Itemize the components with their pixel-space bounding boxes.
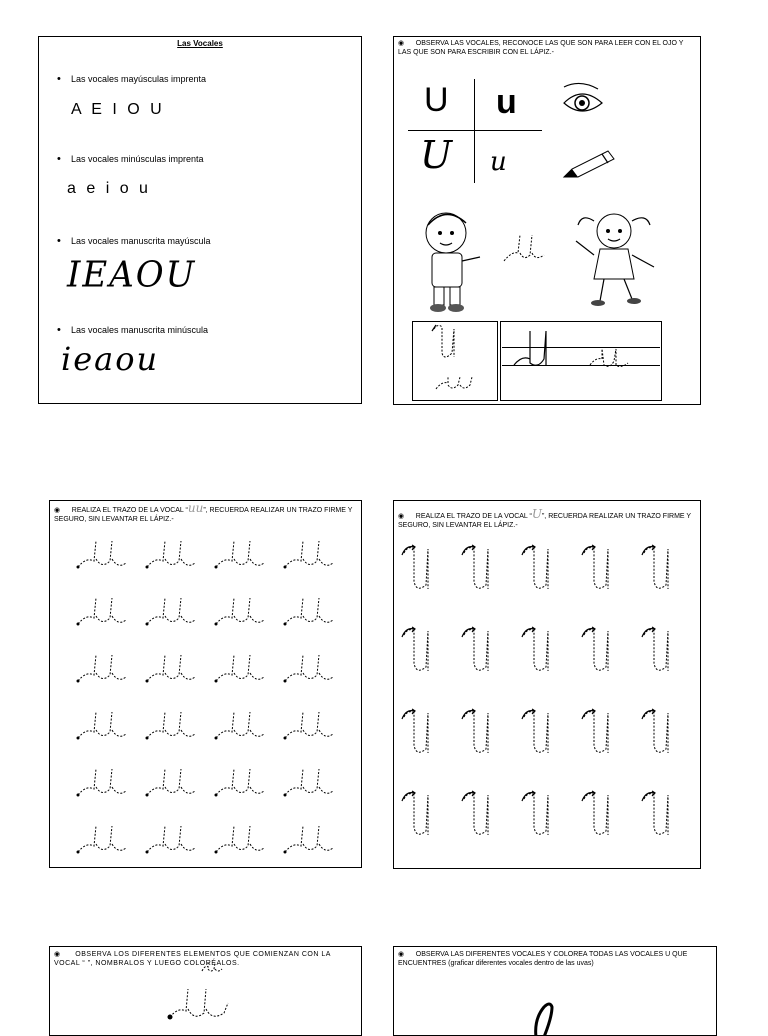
instruction-text: OBSERVA LOS DIFERENTES ELEMENTOS QUE COMIENZAN CON LA VOCAL “ ”, NOMBRALOS Y LUEGO COLORÉALOS. [54,951,331,967]
traced-small-u [146,541,196,569]
traced-small-u [77,769,127,797]
start-dot [284,851,287,854]
bullet-icon: ◉ [54,951,61,958]
stroke-arrow-icon [462,627,475,637]
eye-icon [560,81,606,121]
start-dot [146,737,149,740]
traced-large-u [642,709,668,753]
instruction-text-a: REALIZA EL TRAZO DE LA VOCAL “ [415,513,532,520]
traced-small-u [284,541,334,569]
instruction-text: OBSERVA LAS DIFERENTES VOCALES Y COLOREA TODAS LAS VOCALES U QUE ENCUENTRES (graficar diferentes vocales dentro de las uvas) [398,951,688,967]
traced-small-u [146,769,196,797]
stroke-arrow-icon [642,791,655,801]
start-dot [77,623,80,626]
traced-large-u [642,545,668,589]
traced-large-u [462,545,488,589]
start-dot [77,851,80,854]
stroke-arrow-icon [402,791,415,801]
traced-large-u [582,627,608,671]
small-u-sample [200,961,224,973]
worksheet-page-vowels [38,36,362,404]
traced-small-u [146,826,196,854]
traced-large-u [642,791,668,835]
traced-small-u [284,655,334,683]
instruction-text-b: ”, RECUERDA REALIZAR UN TRAZO FIRME Y SEGURO, SIN LEVANTAR EL LÁPIZ.- [398,513,691,529]
start-dot [77,737,80,740]
traced-large-u [522,627,548,671]
stroke-arrow-icon [582,791,595,801]
stroke-arrow-icon [642,627,655,637]
girl-illustration [574,209,664,309]
stroke-arrow-icon [522,791,535,801]
traced-large-u [402,545,428,589]
start-dot [215,623,218,626]
instruction-text-a: REALIZA EL TRAZO DE LA VOCAL “ [71,507,188,514]
start-dot [215,566,218,569]
start-dot [284,794,287,797]
boy-illustration [416,205,486,315]
traced-small-u [77,712,127,740]
bullet-icon: ◉ [398,513,405,520]
stroke-arrow-icon [402,627,415,637]
tracing-grid-small-u [50,501,362,868]
instruction [398,950,714,968]
stroke-arrow-icon [582,709,595,719]
traced-u-large [164,985,244,1025]
traced-large-u [582,709,608,753]
traced-small-u [77,598,127,626]
traced-small-u [146,598,196,626]
traced-large-u [582,791,608,835]
instruction-text-b: ”, RECUERDA REALIZAR UN TRAZO FIRME Y SEGURO, SIN LEVANTAR EL LÁPIZ.- [54,507,353,523]
traced-large-u [642,627,668,671]
traced-u-lined [510,325,650,369]
traced-large-u [402,627,428,671]
traced-small-u [146,712,196,740]
start-dot [284,680,287,683]
item-label-upper-print: • Las vocales mayúsculas imprenta [71,74,206,84]
traced-small-u [215,712,265,740]
worksheet-page-trace-small [49,500,362,868]
traced-small-u [77,541,127,569]
start-dot [77,794,80,797]
traced-large-u [462,709,488,753]
stroke-arrow-icon [522,627,535,637]
sample-upper-print: A E I O U [71,101,165,118]
stroke-arrow-icon [582,627,595,637]
stroke-arrow-icon [522,545,535,555]
start-dot [215,794,218,797]
worksheet-page-recognize [393,36,701,405]
traced-small-u [215,826,265,854]
worksheet-page-grapes [393,946,717,1036]
traced-large-u [402,709,428,753]
start-dot [77,566,80,569]
start-dot [284,623,287,626]
traced-small-u [215,769,265,797]
bullet-icon: ◉ [398,951,405,958]
item-label-upper-script: • Las vocales manuscrita mayúscula [71,236,211,246]
traced-u-small [434,375,480,391]
item-label-lower-script: • Las vocales manuscrita minúscula [71,325,208,335]
print-upper-u: U [424,81,449,119]
stroke-arrow-icon [642,545,655,555]
stroke-arrow-icon [462,791,475,801]
traced-small-u [284,712,334,740]
traced-large-u [582,545,608,589]
sample-lower-script: iеаоu [61,340,160,378]
item-label-lower-print: • Las vocales minúsculas imprenta [71,154,204,164]
traced-small-u [284,769,334,797]
start-dot [215,680,218,683]
stroke-arrow-icon [402,545,415,555]
stroke-arrow-icon [582,545,595,555]
traced-small-u [215,598,265,626]
grid-horizontal-line [408,130,542,131]
grid-vertical-line [474,79,475,183]
print-lower-u: u [496,83,517,121]
start-dot [284,737,287,740]
worksheet-page-trace-large [393,500,701,869]
traced-large-u [522,791,548,835]
bullet-icon: ◉ [398,40,405,47]
start-dot [215,737,218,740]
traced-small-u [284,826,334,854]
script-upper-u: U [420,133,453,177]
instruction-text: OBSERVA LAS VOCALES, RECONOCE LAS QUE SON PARA LEER CON EL OJO Y LAS QUE SON PARA ESCRIBIR CON EL LÁPIZ.- [398,40,684,56]
traced-small-u [77,655,127,683]
page-title: Las Vocales [177,39,223,48]
traced-small-u [146,655,196,683]
traced-large-u [522,545,548,589]
traced-u-sample [502,233,548,263]
stroke-arrow-icon [642,709,655,719]
start-dot [77,680,80,683]
stroke-arrow-icon [462,545,475,555]
traced-small-u [215,655,265,683]
start-dot [215,851,218,854]
tracing-grid-large-u [394,501,701,869]
vowel-u-sample: U [531,507,542,521]
start-dot [146,566,149,569]
start-dot [284,566,287,569]
stroke-arrow-icon [462,709,475,719]
traced-large-u [402,791,428,835]
traced-small-u [284,598,334,626]
script-lower-u: u [490,147,507,177]
traced-large-u [462,627,488,671]
sample-lower-print: a e i o u [67,180,151,197]
traced-large-u [462,791,488,835]
pencil-icon [560,147,616,181]
vowel-u-sample: uu [187,501,204,515]
start-dot [146,623,149,626]
start-dot [146,794,149,797]
traced-u-large [430,323,478,363]
grape-stem-icon [530,999,560,1036]
traced-small-u [215,541,265,569]
start-dot [146,680,149,683]
worksheet-page-elements [49,946,362,1036]
instruction [398,39,698,57]
stroke-arrow-icon [402,709,415,719]
sample-upper-script: IEAOU [67,254,197,296]
traced-large-u [522,709,548,753]
stroke-arrow-icon [522,709,535,719]
traced-small-u [77,826,127,854]
start-dot [146,851,149,854]
bullet-icon: ◉ [54,507,61,514]
